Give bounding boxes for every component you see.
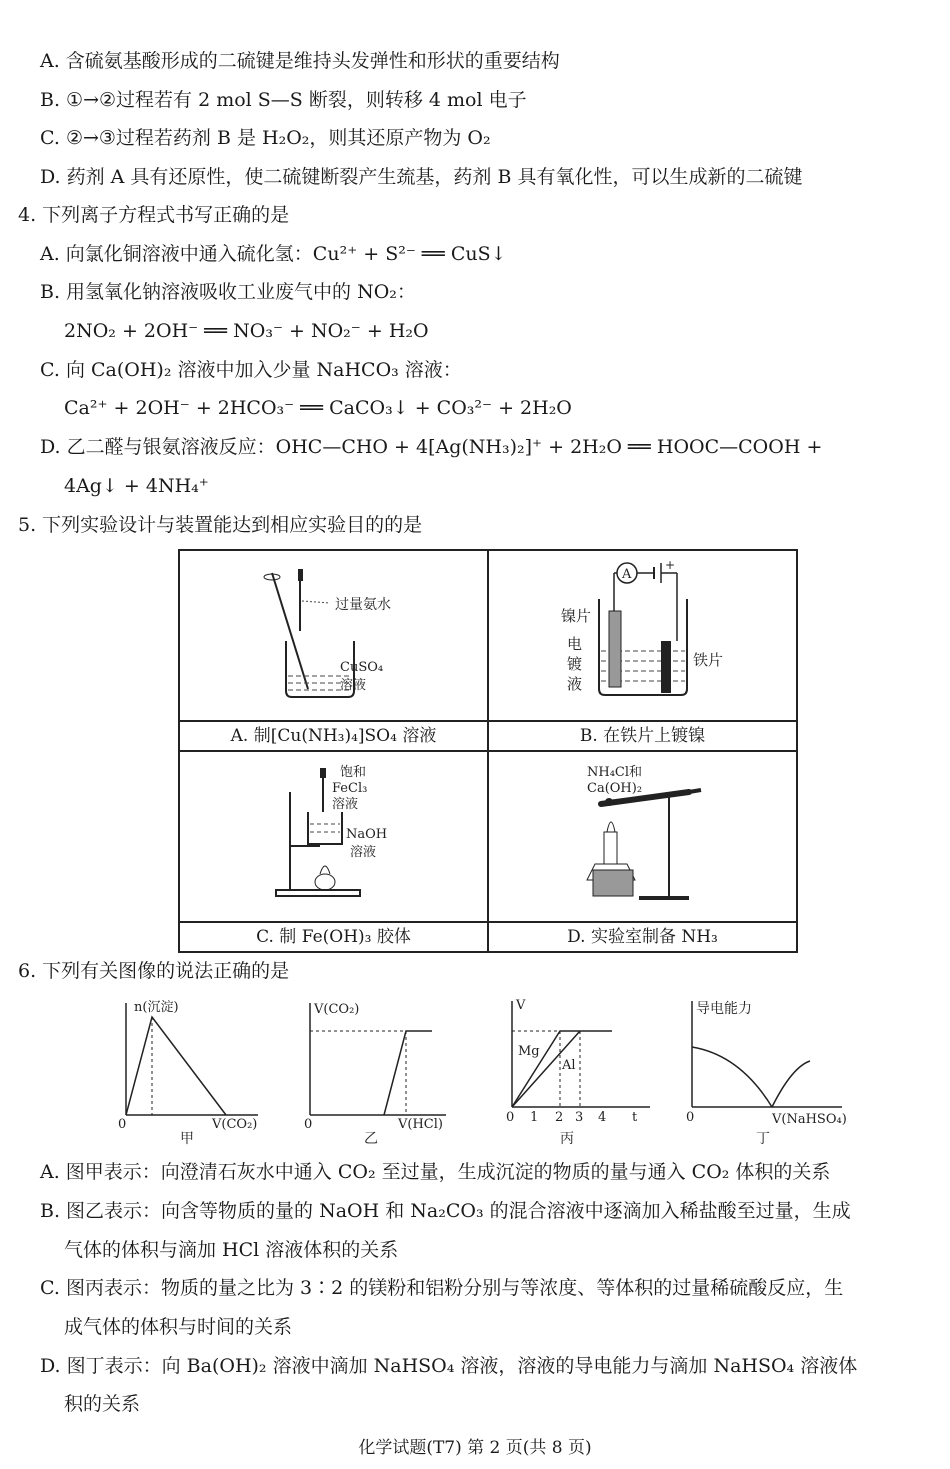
bing-tick-2: 2 [555,1110,564,1125]
graph-jia [108,995,278,1145]
bing-tick-4: 4 [598,1110,607,1125]
q4-option-d: D. 乙二醛与银氨溶液反应：OHC—CHO + 4[Ag(NH₃)₂]⁺ + 2H₂O ══ HOOC—COOH + [40,436,823,458]
label-c-4: NaOH [346,827,388,842]
jia-name: 甲 [180,1131,194,1145]
ding-ylabel: 导电能力 [696,1001,752,1017]
jia-ylabel: n(沉淀) [134,1000,179,1015]
bing-mg-label: Mg [518,1044,540,1059]
caption-a: A. 制[Cu(NH₃)₄]SO₄ 溶液 [179,721,488,751]
label-electrolyte-1: 电 [567,635,583,653]
bing-tick-3: 3 [575,1110,584,1125]
yi-name: 乙 [364,1131,378,1145]
caption-d: D. 实验室制备 NH₃ [488,922,797,952]
q6-option-c-continued: 成气体的体积与时间的关系 [64,1316,293,1338]
label-c-2: FeCl₃ [332,781,368,796]
label-c-5: 溶液 [350,845,377,860]
q4-option-c-equation: Ca²⁺ + 2OH⁻ + 2HCO₃⁻ ══ CaCO₃↓ + CO₃²⁻ + 2H₂O [64,397,572,419]
electroplating-figure [489,551,796,716]
yi-origin: 0 [304,1117,313,1132]
q5-stem: 5. 下列实验设计与装置能达到相应实验目的的是 [18,514,423,536]
q3-option-a: A. 含硫氨基酸形成的二硫键是维持头发弹性和形状的重要结构 [40,50,560,72]
experiment-table [178,549,798,953]
q4-stem: 4. 下列离子方程式书写正确的是 [18,204,290,226]
q6-option-d: D. 图丁表示：向 Ba(OH)₂ 溶液中滴加 NaHSO₄ 溶液，溶液的导电能力与滴加 NaHSO₄ 溶液体 [40,1355,858,1377]
ammeter-label: A [622,567,632,582]
cell-c-figure [179,751,488,922]
q6-stem: 6. 下列有关图像的说法正确的是 [18,960,290,982]
q4-option-c: C. 向 Ca(OH)₂ 溶液中加入少量 NaHCO₃ 溶液： [40,359,462,381]
bing-al-label: Al [562,1058,576,1073]
label-excess-ammonia: 过量氨水 [335,597,391,613]
yi-xlabel: V(HCl) [398,1117,443,1132]
q4-option-b-equation: 2NO₂ + 2OH⁻ ══ NO₃⁻ + NO₂⁻ + H₂O [64,320,429,342]
q6-option-d-continued: 积的关系 [64,1393,141,1415]
jia-xlabel: V(CO₂) [212,1117,258,1132]
jia-origin: 0 [118,1117,127,1132]
q3-option-d: D. 药剂 A 具有还原性，使二硫键断裂产生巯基，药剂 B 具有氧化性，可以生成新的二硫键 [40,166,803,188]
colloid-figure [180,752,487,917]
bing-name: 丙 [560,1131,574,1145]
q3-option-b: B. ①→②过程若有 2 mol S—S 断裂，则转移 4 mol 电子 [40,89,527,111]
label-c-3: 溶液 [332,797,359,812]
label-solution-a: 溶液 [340,678,367,693]
label-c-1: 饱和 [340,765,367,780]
svg-text:+: + [665,558,676,572]
bing-xlabel: t [632,1110,638,1125]
q6-option-c: C. 图丙表示：物质的量之比为 3∶2 的镁粉和铝粉分别与等浓度、等体积的过量稀硫酸反应，生 [40,1277,844,1299]
q4-option-b: B. 用氢氧化钠溶液吸收工业废气中的 NO₂： [40,281,416,303]
label-iron: 铁片 [693,651,724,669]
q3-option-c: C. ②→③过程若药剂 B 是 H₂O₂，则其还原产物为 O₂ [40,127,491,149]
cell-a-figure [179,550,488,721]
caption-c: C. 制 Fe(OH)₃ 胶体 [179,922,488,952]
bing-tick-1: 1 [530,1110,539,1125]
label-d-2: Ca(OH)₂ [587,781,643,796]
graph-yi [296,995,466,1145]
bing-ylabel: V [516,998,526,1013]
q4-option-d-continued: 4Ag↓ + 4NH₄⁺ [64,475,209,497]
q6-option-b-continued: 气体的体积与滴加 HCl 溶液体积的关系 [64,1239,399,1261]
q6-option-a: A. 图甲表示：向澄清石灰水中通入 CO₂ 至过量，生成沉淀的物质的量与通入 CO₂ 体积的关系 [40,1161,831,1183]
q4-option-a: A. 向氯化铜溶液中通入硫化氢：Cu²⁺ + S²⁻ ══ CuS↓ [40,243,507,265]
ammonia-prep-figure [489,752,796,917]
label-nickel: 镍片 [561,607,592,625]
label-d-1: NH₄Cl和 [587,765,643,780]
caption-b: B. 在铁片上镀镍 [488,721,797,751]
cell-d-figure [488,751,797,922]
page-footer: 化学试题(T7) 第 2 页(共 8 页) [358,1438,592,1458]
bing-origin: 0 [506,1110,515,1125]
beaker-ammonia-figure [180,551,487,716]
label-electrolyte-2: 镀 [567,655,583,673]
yi-ylabel: V(CO₂) [314,1002,360,1017]
ding-name: 丁 [756,1131,770,1145]
q6-option-b: B. 图乙表示：向含等物质的量的 NaOH 和 Na₂CO₃ 的混合溶液中逐滴加入稀盐酸至过量，生成 [40,1200,851,1222]
ding-xlabel: V(NaHSO₄) [772,1112,847,1127]
ding-origin: 0 [686,1110,695,1125]
graph-bing [500,995,670,1145]
graph-ding [680,995,860,1145]
label-cuso4: CuSO₄ [340,660,384,675]
cell-b-figure [488,550,797,721]
label-electrolyte-3: 液 [567,675,583,693]
